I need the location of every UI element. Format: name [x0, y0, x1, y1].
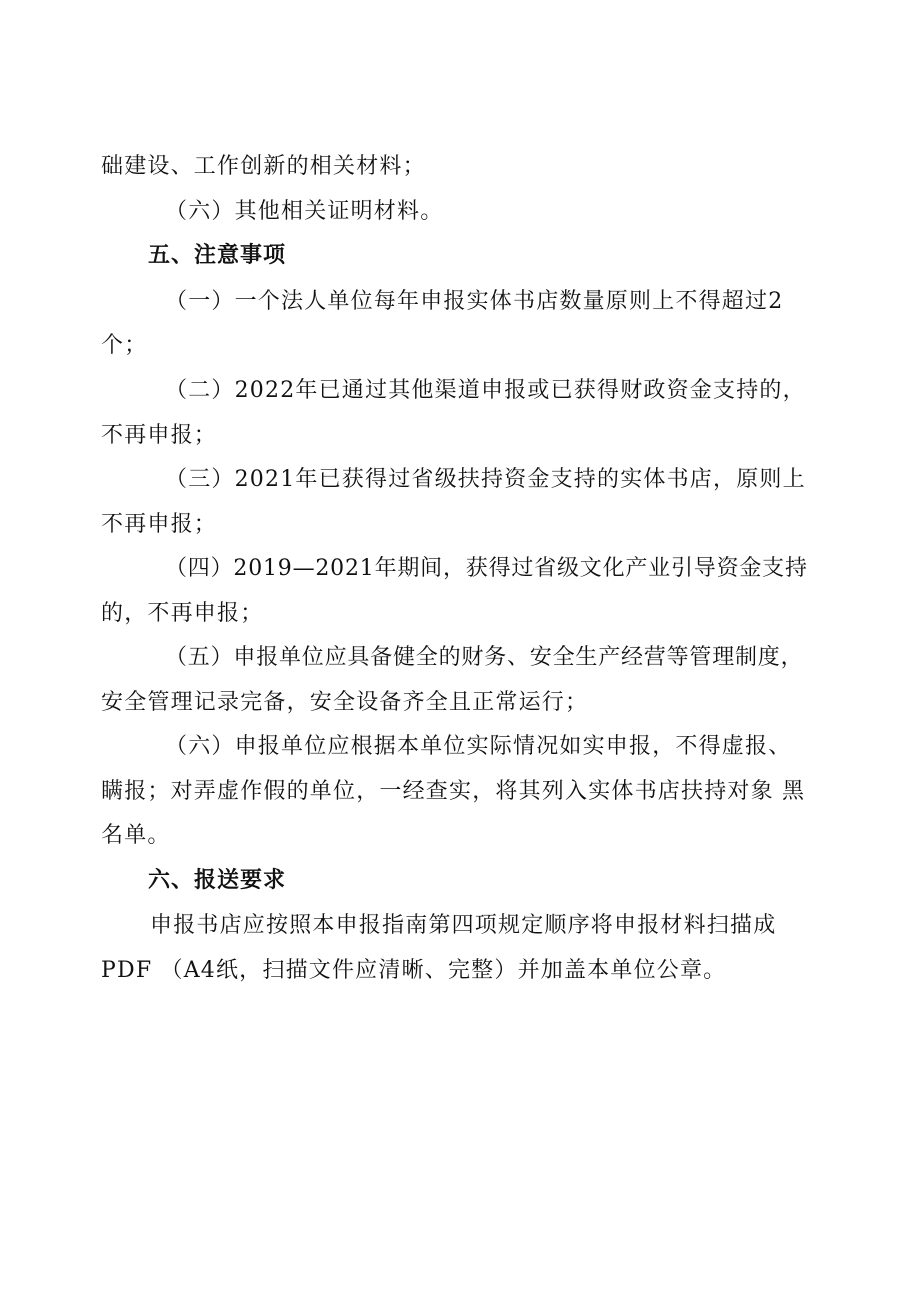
section-6-line-2: PDF （A4纸，扫描文件应清晰、完整）并加盖本单位公章。 [101, 958, 727, 983]
intro-line-1: 础建设、工作创新的相关材料； [101, 154, 426, 179]
item-1-line-2: 个； [101, 333, 148, 358]
intro-line-2: （六）其他相关证明材料。 [165, 199, 444, 224]
item-3-line-2: 不再申报； [101, 512, 218, 537]
item-4-line-2: 的，不再申报； [101, 601, 264, 626]
item-3-line-1: （三）2021年已获得过省级扶持资金支持的实体书店，原则上 [165, 467, 806, 492]
item-2-line-2: 不再申报； [101, 423, 218, 448]
item-5-line-2: 安全管理记录完备，安全设备齐全且正常运行； [101, 690, 589, 715]
item-1-line-1: （一）一个法人单位每年申报实体书店数量原则上不得超过2 [165, 289, 784, 314]
item-4-line-1: （四）2019—2021年期间，获得过省级文化产业引导资金支持 [165, 556, 808, 581]
item-6-line-1: （六）申报单位应根据本单位实际情况如实申报，不得虚报、 [165, 734, 792, 759]
section-6-heading: 六、报送要求 [148, 868, 287, 893]
section-6-line-1: 申报书店应按照本申报指南第四项规定顺序将申报材料扫描成 [150, 913, 777, 938]
item-2-line-1: （二）2022年已通过其他渠道申报或已获得财政资金支持的， [165, 378, 806, 403]
item-6-line-2: 瞒报；对弄虚作假的单位，一经查实，将其列入实体书店扶持对象 黑 [101, 779, 806, 804]
item-5-line-1: （五）申报单位应具备健全的财务、安全生产经营等管理制度， [165, 645, 804, 670]
item-6-line-3: 名单。 [101, 823, 171, 848]
section-5-heading: 五、注意事项 [148, 243, 287, 268]
